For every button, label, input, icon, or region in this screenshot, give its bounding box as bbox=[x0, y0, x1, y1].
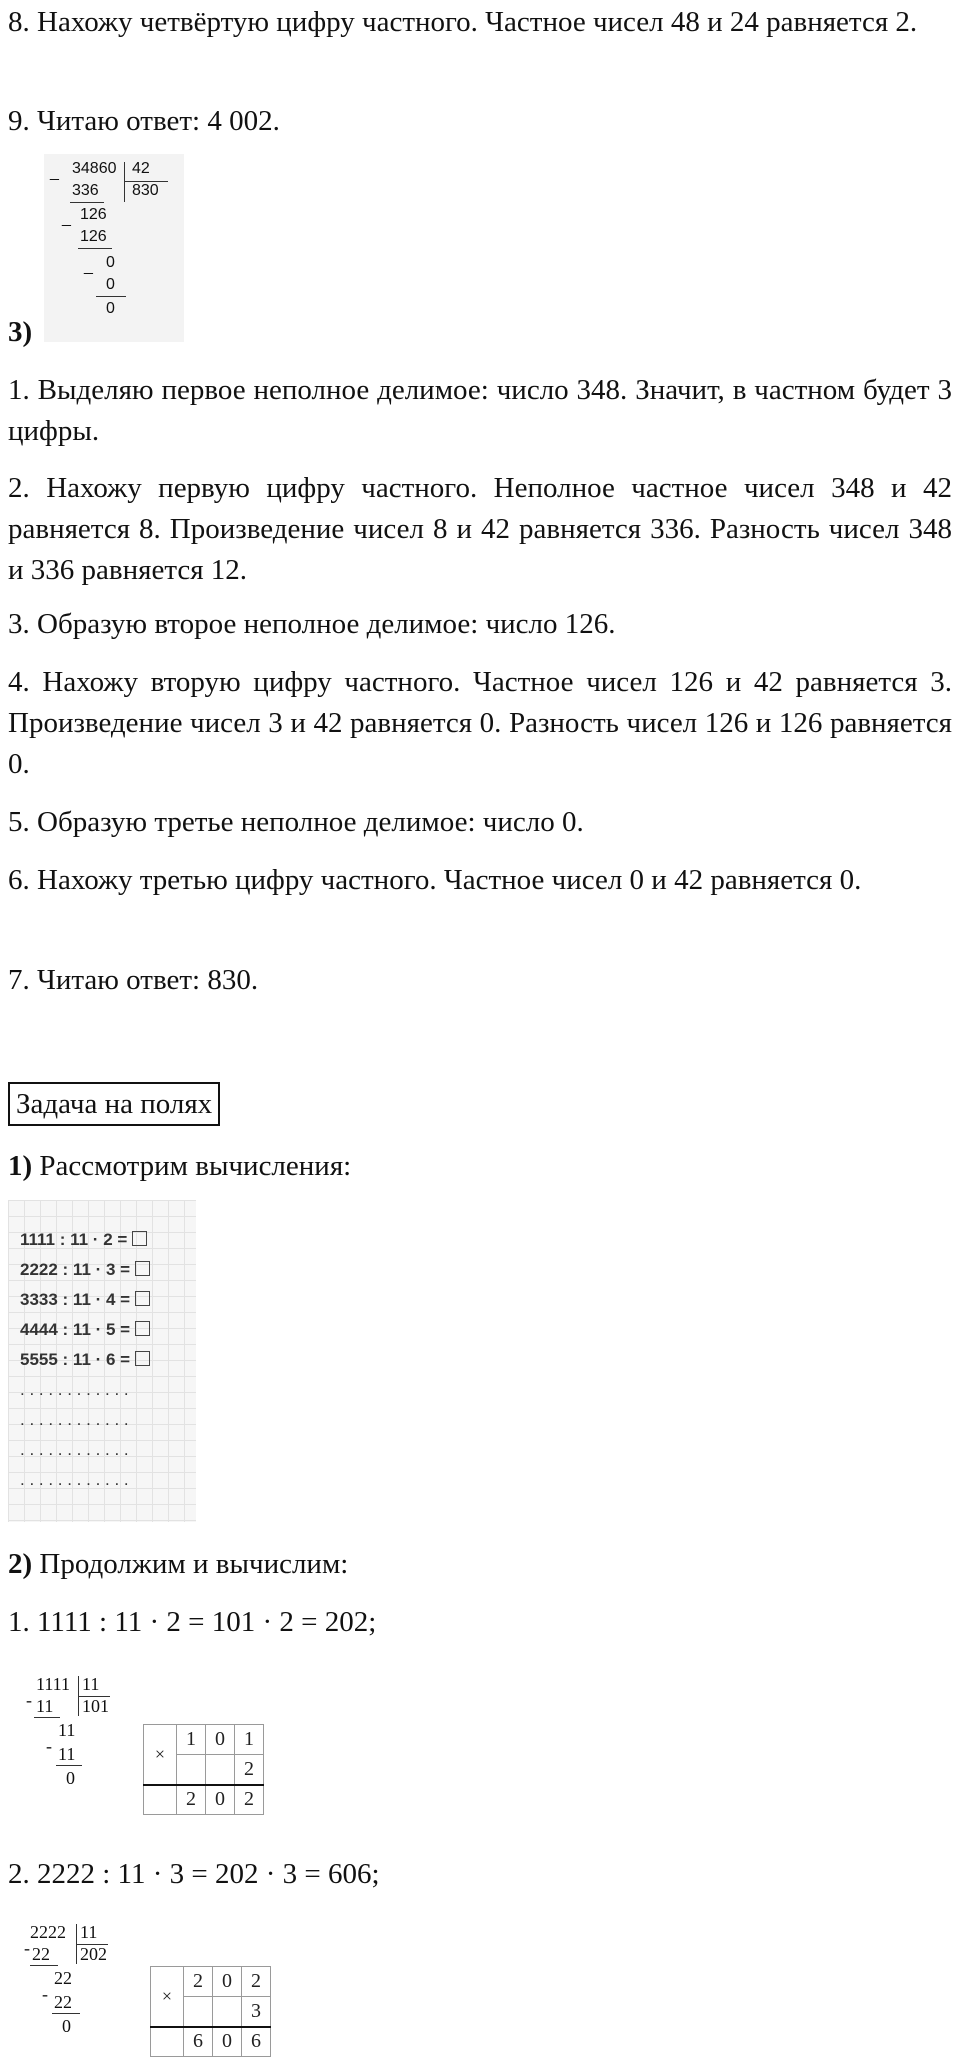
minus-sign: _ bbox=[50, 164, 59, 181]
long-division-1111 bbox=[20, 1674, 130, 1824]
subtrahend-1: 336 bbox=[72, 182, 99, 199]
digit: 0 bbox=[206, 1725, 235, 1755]
part-2-heading bbox=[8, 1544, 952, 1585]
underline-1 bbox=[34, 1717, 60, 1718]
item-2: 2. 2222 : 11 · 3 = 202 · 3 = 606; bbox=[8, 1858, 380, 1890]
remainder-1: 11 bbox=[58, 1720, 76, 1740]
result-digit: 2 bbox=[235, 1785, 264, 1815]
subtrahend-1: 22 bbox=[32, 1944, 50, 1964]
answer-box-icon bbox=[135, 1321, 150, 1336]
subtrahend-2: 126 bbox=[80, 228, 107, 245]
division-bar bbox=[124, 162, 125, 202]
digit: 1 bbox=[235, 1725, 264, 1755]
times-sign: × bbox=[144, 1725, 177, 1785]
long-division-2222 bbox=[20, 1922, 130, 2064]
underline-2 bbox=[52, 2013, 80, 2014]
digit bbox=[177, 1755, 206, 1785]
answer-box-icon bbox=[132, 1231, 147, 1246]
quotient: 830 bbox=[132, 182, 159, 199]
result-digit: 2 bbox=[177, 1785, 206, 1815]
result-digit: 0 bbox=[213, 2027, 242, 2057]
minus-sign: - bbox=[42, 1984, 48, 2004]
multiplication-grid-2 bbox=[150, 1966, 271, 2057]
step-3-1: 1. Выделяю первое неполное делимое: число 348. Значит, в частном будет 3 цифры. bbox=[8, 374, 952, 447]
answer-box-icon bbox=[135, 1351, 150, 1366]
step-3-5: 5. Образую третье неполное делимое: число 0. bbox=[8, 806, 584, 838]
dots-line-1: . . . . . . . . . . . . bbox=[20, 1380, 129, 1399]
digit: 0 bbox=[213, 1967, 242, 1997]
minus-sign: - bbox=[26, 1690, 32, 1710]
dots-line-3: . . . . . . . . . . . . bbox=[20, 1440, 129, 1459]
answer-box-icon bbox=[135, 1291, 150, 1306]
remainder-1: 22 bbox=[54, 1968, 72, 1988]
empty-cell bbox=[144, 1785, 177, 1815]
digit bbox=[213, 1997, 242, 2027]
digit bbox=[184, 1997, 213, 2027]
calc-line-2: 2222 : 11 · 3 = bbox=[20, 1260, 150, 1280]
final-remainder: 0 bbox=[62, 2016, 71, 2036]
minus-sign: - bbox=[46, 1736, 52, 1756]
dots-line-2: . . . . . . . . . . . . bbox=[20, 1410, 129, 1429]
step-8: 8. Нахожу четвёртую цифру частного. Частное чисел 48 и 24 равняется 2. bbox=[8, 6, 918, 38]
digit: 2 bbox=[242, 1967, 271, 1997]
times-sign: × bbox=[151, 1967, 184, 2027]
label-3: 3) bbox=[8, 316, 33, 348]
part-1-number: 1) bbox=[8, 1150, 33, 1182]
part-2-text: Продолжим и вычислим: bbox=[32, 1548, 349, 1580]
remainder-1: 126 bbox=[80, 206, 107, 223]
dots-line-4: . . . . . . . . . . . . bbox=[20, 1470, 129, 1489]
underline-2 bbox=[78, 248, 112, 249]
result-digit: 6 bbox=[242, 2027, 271, 2057]
subtrahend-1: 11 bbox=[36, 1696, 54, 1716]
step-3-3: 3. Образую второе неполное делимое: число 126. bbox=[8, 608, 616, 640]
part-1-heading bbox=[8, 1146, 952, 1187]
digit: 3 bbox=[242, 1997, 271, 2027]
minus-sign: - bbox=[24, 1938, 30, 1958]
step-3-7: 7. Читаю ответ: 830. bbox=[8, 964, 259, 996]
dividend: 34860 bbox=[72, 160, 117, 177]
calc-line-1: 1111 : 11 · 2 = bbox=[20, 1230, 147, 1250]
digit: 1 bbox=[177, 1725, 206, 1755]
step-9: 9. Читаю ответ: 4 002. bbox=[8, 105, 280, 137]
digit bbox=[206, 1755, 235, 1785]
part-1-text: Рассмотрим вычисления: bbox=[32, 1150, 352, 1182]
item-1: 1. 1111 : 11 · 2 = 101 · 2 = 202; bbox=[8, 1606, 377, 1638]
calculation-list bbox=[8, 1200, 196, 1522]
underline-2 bbox=[56, 1765, 82, 1766]
margin-task-title: Задача на полях bbox=[8, 1082, 220, 1126]
minus-sign: _ bbox=[84, 258, 93, 275]
calc-line-4: 4444 : 11 · 5 = bbox=[20, 1320, 150, 1340]
step-3-4: 4. Нахожу вторую цифру частного. Частное чисел 126 и 42 равняется 3. Произведение чисел 3 и 42 равняется 0. Разность чисел 126 и 126 равняется 0. bbox=[8, 666, 952, 780]
divisor: 11 bbox=[80, 1922, 98, 1942]
digit: 2 bbox=[184, 1967, 213, 1997]
part-2-number: 2) bbox=[8, 1548, 33, 1580]
answer-box-icon bbox=[135, 1261, 150, 1276]
minus-sign: _ bbox=[62, 210, 71, 227]
empty-cell bbox=[151, 2027, 184, 2057]
underline-3 bbox=[96, 296, 126, 297]
result-digit: 6 bbox=[184, 2027, 213, 2057]
underline-1 bbox=[70, 202, 104, 203]
calc-line-3: 3333 : 11 · 4 = bbox=[20, 1290, 150, 1310]
divisor: 42 bbox=[132, 160, 150, 177]
step-3-6: 6. Нахожу третью цифру частного. Частное чисел 0 и 42 равняется 0. bbox=[8, 864, 862, 896]
underline-1 bbox=[30, 1965, 58, 1966]
quotient: 101 bbox=[82, 1696, 109, 1716]
quotient: 202 bbox=[80, 1944, 107, 1964]
subtrahend-2: 11 bbox=[58, 1744, 76, 1764]
final-remainder: 0 bbox=[66, 1768, 75, 1788]
dividend: 2222 bbox=[30, 1922, 66, 1942]
result-digit: 0 bbox=[206, 1785, 235, 1815]
subtrahend-2: 22 bbox=[54, 1992, 72, 2012]
divisor: 11 bbox=[82, 1674, 100, 1694]
calc-line-5: 5555 : 11 · 6 = bbox=[20, 1350, 150, 1370]
digit: 2 bbox=[235, 1755, 264, 1785]
dividend: 1111 bbox=[36, 1674, 70, 1694]
remainder-2: 0 bbox=[106, 254, 115, 271]
subtrahend-3: 0 bbox=[106, 276, 115, 293]
final-remainder: 0 bbox=[106, 300, 115, 317]
step-3-2: 2. Нахожу первую цифру частного. Неполное частное чисел 348 и 42 равняется 8. Произведение чисел 8 и 42 равняется 336. Разность чисел 348 и 336 равняется 12. bbox=[8, 472, 952, 586]
multiplication-grid-1 bbox=[143, 1724, 264, 1815]
